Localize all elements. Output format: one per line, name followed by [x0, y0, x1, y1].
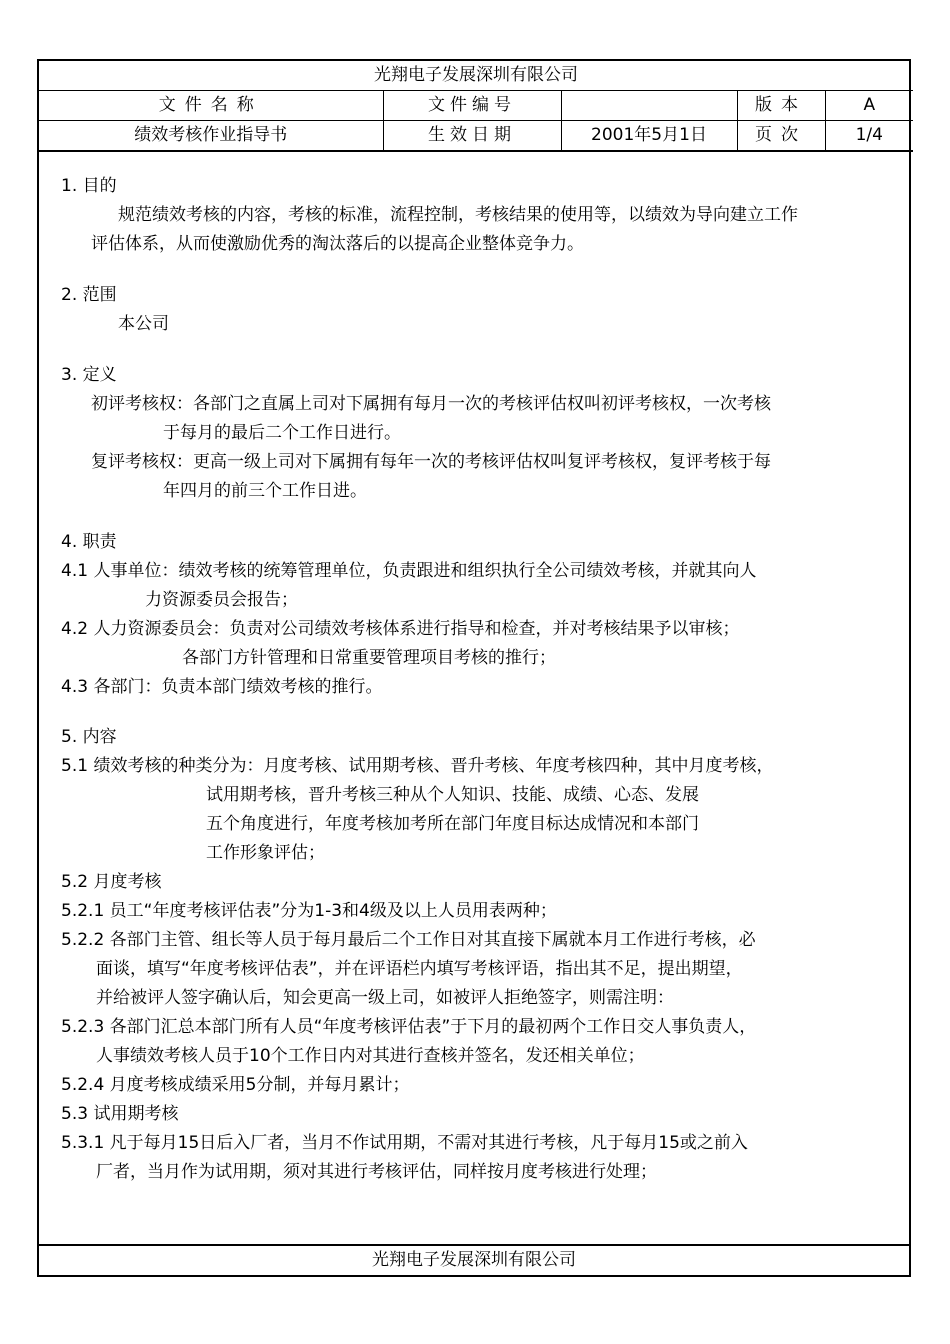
- section-2-title: 2. 范围: [61, 285, 117, 305]
- document-frame: [37, 59, 911, 1277]
- section-1-title: 1. 目的: [61, 176, 117, 196]
- item-5-2-2-cont: 面谈，填写“年度考核评估表”，并在评语栏内填写考核评语，指出其不足，提出期望，: [96, 959, 743, 979]
- effective-date-value: 2001年5月1日: [561, 121, 737, 152]
- item-4-3: 4.3 各部门：负责本部门绩效考核的推行。: [61, 677, 383, 697]
- file-number-label: 文件编号: [383, 91, 561, 121]
- footer-company-name: 光翔电子发展深圳有限公司: [39, 1244, 909, 1275]
- effective-date-label: 生效日期: [383, 121, 561, 152]
- definition-second-review: 复评考核权：更高一级上司对下属拥有每年一次的考核评估权叫复评考核权，复评考核于每: [91, 452, 771, 472]
- item-5-1-cont: 五个角度进行，年度考核加考所在部门年度目标达成情况和本部门: [206, 814, 699, 834]
- item-5-2-2-cont: 并给被评人签字确认后，知会更高一级上司，如被评人拒绝签字，则需注明：: [96, 988, 674, 1008]
- section-1-text-line: 评估体系，从而使激励优秀的淘汰落后的以提高企业整体竞争力。: [91, 234, 584, 254]
- item-5-3: 5.3 试用期考核: [61, 1104, 179, 1124]
- item-5-1: 5.1 绩效考核的种类分为：月度考核、试用期考核、晋升考核、年度考核四种，其中月度考核，: [61, 756, 774, 776]
- item-5-2-1: 5.2.1 员工“年度考核评估表”分为1-3和4级及以上人员用表两种；: [61, 901, 557, 921]
- section-2-text-line: 本公司: [118, 314, 169, 334]
- item-5-2: 5.2 月度考核: [61, 872, 162, 892]
- page-label: 页次: [737, 121, 825, 152]
- item-4-1-cont: 力资源委员会报告；: [145, 590, 298, 610]
- item-5-2-4: 5.2.4 月度考核成绩采用5分制，并每月累计；: [61, 1075, 410, 1095]
- section-5-title: 5. 内容: [61, 727, 117, 747]
- section-1-text-line: 规范绩效考核的内容，考核的标准，流程控制，考核结果的使用等，以绩效为导向建立工作: [118, 205, 798, 225]
- item-4-2-cont: 各部门方针管理和日常重要管理项目考核的推行；: [182, 648, 556, 668]
- file-name-label: 文件名称: [39, 91, 383, 121]
- item-5-1-cont: 工作形象评估；: [206, 843, 325, 863]
- version-label: 版本: [737, 91, 825, 121]
- definition-initial-review-cont: 于每月的最后二个工作日进行。: [163, 423, 401, 443]
- item-5-2-2: 5.2.2 各部门主管、组长等人员于每月最后二个工作日对其直接下属就本月工作进行考核，必: [61, 930, 756, 950]
- item-5-2-3-cont: 人事绩效考核人员于10个工作日内对其进行查核并签名，发还相关单位；: [96, 1046, 645, 1066]
- section-3-title: 3. 定义: [61, 365, 117, 385]
- header-company-name: 光翔电子发展深圳有限公司: [39, 61, 913, 91]
- version-value: A: [825, 91, 913, 121]
- document-title: 绩效考核作业指导书: [39, 121, 383, 152]
- page-number: 1/4: [825, 121, 913, 152]
- item-4-1: 4.1 人事单位：绩效考核的统筹管理单位，负责跟进和组织执行全公司绩效考核，并就其向人: [61, 561, 757, 581]
- item-5-1-cont: 试用期考核，晋升考核三种从个人知识、技能、成绩、心态、发展: [206, 785, 699, 805]
- definition-initial-review: 初评考核权：各部门之直属上司对下属拥有每月一次的考核评估权叫初评考核权，一次考核: [91, 394, 771, 414]
- item-5-2-3: 5.2.3 各部门汇总本部门所有人员“年度考核评估表”于下月的最初两个工作日交人事负责人，: [61, 1017, 757, 1037]
- definition-second-review-cont: 年四月的前三个工作日进。: [163, 481, 367, 501]
- file-number-value: [561, 91, 737, 121]
- section-4-title: 4. 职责: [61, 532, 117, 552]
- item-5-3-1-cont: 厂者，当月作为试用期，须对其进行考核评估，同样按月度考核进行处理；: [96, 1162, 657, 1182]
- item-4-2: 4.2 人力资源委员会：负责对公司绩效考核体系进行指导和检查，并对考核结果予以审核；: [61, 619, 740, 639]
- item-5-3-1: 5.3.1 凡于每月15日后入厂者，当月不作试用期，不需对其进行考核，凡于每月15或之前入: [61, 1133, 748, 1153]
- document-header-table: [39, 61, 913, 152]
